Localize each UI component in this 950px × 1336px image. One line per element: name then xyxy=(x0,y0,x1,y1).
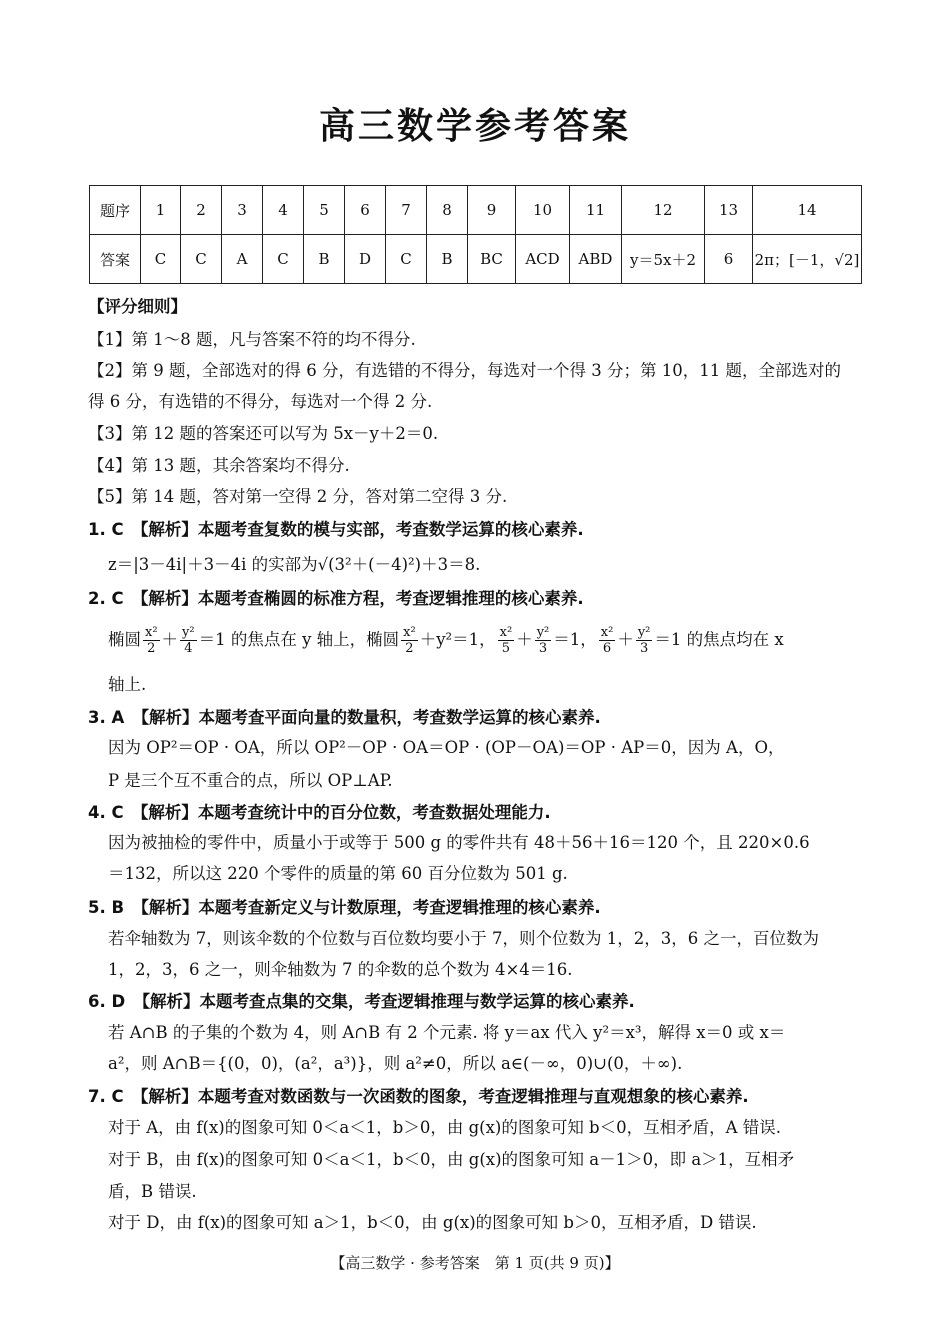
fraction xyxy=(599,625,616,656)
table-cell: 13 xyxy=(705,186,753,235)
q7-body-b: 对于 B，由 f(x)的图象可知 0＜a＜1，b＜0，由 g(x)的图象可知 a－1＞0，即 a＞1，互相矛 xyxy=(108,1150,795,1169)
rule-1: 【1】第 1～8 题，凡与答案不符的均不得分. xyxy=(88,330,416,349)
q6-body: 若 A∩B 的子集的个数为 4，则 A∩B 有 2 个元素. 将 y＝ax 代入 y²＝x³，解得 x＝0 或 x＝ xyxy=(108,1023,786,1042)
numerator: x² xyxy=(145,625,158,640)
denominator: 4 xyxy=(184,641,193,656)
q7-body-a: 对于 A，由 f(x)的图象可知 0＜a＜1，b＞0，由 g(x)的图象可知 b＜0，互相矛盾，A 错误. xyxy=(108,1118,782,1137)
table-cell: 1 xyxy=(141,186,181,235)
text: ＝1 的焦点均在 x xyxy=(654,630,784,649)
q5-body-cont: 1，2，3，6 之一，则伞轴数为 7 的伞数的总个数为 4×4＝16. xyxy=(108,960,573,979)
q4-body: 因为被抽检的零件中，质量小于或等于 500 g 的零件共有 48＋56＋16＝120 个，且 220×0.6 xyxy=(108,833,810,852)
numerator: y² xyxy=(182,625,195,640)
table-row xyxy=(90,235,862,284)
numerator: y² xyxy=(637,625,651,640)
fraction xyxy=(498,625,515,656)
table-cell: B xyxy=(304,235,345,284)
q5-body: 若伞轴数为 7，则该伞数的个位数与百位数均要小于 7，则个位数为 1，2，3，6 之一，百位数为 xyxy=(108,929,819,948)
denominator: 2 xyxy=(405,641,414,656)
denominator: 2 xyxy=(147,641,156,656)
table-row xyxy=(90,186,862,235)
table-cell: 6 xyxy=(705,235,753,284)
page-footer: 【高三数学 · 参考答案 第 1 页(共 9 页)】 xyxy=(330,1254,620,1272)
fraction xyxy=(535,625,552,656)
rule-5: 【5】第 14 题，答对第一空得 2 分，答对第二空得 3 分. xyxy=(88,487,508,506)
text: ＝1， xyxy=(553,630,597,649)
table-cell: 2 xyxy=(181,186,222,235)
fraction xyxy=(180,625,197,656)
q7-body-d: 对于 D，由 f(x)的图象可知 a＞1，b＜0，由 g(x)的图象可知 b＞0，互相矛盾，D 错误. xyxy=(108,1213,757,1232)
table-cell: 答案 xyxy=(90,235,141,284)
denominator: 3 xyxy=(538,641,548,656)
rule-4: 【4】第 13 题，其余答案均不得分. xyxy=(88,456,350,475)
table-cell: 5 xyxy=(304,186,345,235)
table-cell: C xyxy=(263,235,304,284)
table-cell: BC xyxy=(468,235,516,284)
q4-body-cont: ＝132，所以这 220 个零件的质量的第 60 百分位数为 501 g. xyxy=(108,864,568,883)
table-cell: A xyxy=(222,235,263,284)
numerator: x² xyxy=(600,625,614,640)
table-cell: 11 xyxy=(570,186,622,235)
fraction xyxy=(401,625,418,656)
q7-heading: 7. C 【解析】本题考查对数函数与一次函数的图象，考查逻辑推理与直观想象的核心素养. xyxy=(88,1087,749,1106)
q2-body: 椭圆 $\frac{\text{x²}}{2}$ ＋ $\frac{\text{y²}}{4}$ ＝1 的焦点在 y 轴上，椭圆 $\frac{\text{x²}}{2}$ ＋y²＝1， $\frac{\text{x²}}{5}$ ＋ $\frac{\text{y²}}{3}$ ＝1， $\frac{\text{x²}}{6}$ ＋ $\frac{\text{y²}}{3}$ ＝1 的焦点均在 x xyxy=(108,625,784,656)
q6-body-cont: a²，则 A∩B＝{(0，0)，(a²，a³)}，则 a²≠0，所以 a∈(－∞，0)∪(0，＋∞). xyxy=(108,1054,683,1073)
table-cell: ABD xyxy=(570,235,622,284)
table-cell: y＝5x＋2 xyxy=(622,235,705,284)
table-cell: C xyxy=(141,235,181,284)
table-cell: 10 xyxy=(516,186,570,235)
text: ＝1 的焦点在 y 轴上，椭圆 xyxy=(198,630,400,649)
q5-heading: 5. B 【解析】本题考查新定义与计数原理，考查逻辑推理的核心素养. xyxy=(88,898,601,917)
q6-heading: 6. D 【解析】本题考查点集的交集，考查逻辑推理与数学运算的核心素养. xyxy=(88,992,635,1011)
table-cell: 8 xyxy=(427,186,468,235)
numerator: x² xyxy=(499,625,513,640)
q4-heading: 4. C 【解析】本题考查统计中的百分位数，考查数据处理能力. xyxy=(88,803,551,822)
table-cell: 12 xyxy=(622,186,705,235)
q7-body-b-cont: 盾，B 错误. xyxy=(108,1182,197,1201)
table-cell: 14 xyxy=(753,186,862,235)
denominator: 5 xyxy=(501,641,511,656)
table-cell: C xyxy=(386,235,427,284)
q3-body: 因为 OP²＝OP · OA，所以 OP²－OP · OA＝OP · (OP－OA)＝OP · AP＝0，因为 A，O， xyxy=(108,738,785,757)
table-cell: 4 xyxy=(263,186,304,235)
fraction xyxy=(636,625,653,656)
rules-heading: 【评分细则】 xyxy=(88,297,187,316)
table-cell: ACD xyxy=(516,235,570,284)
q3-body-cont: P 是三个互不重合的点，所以 OP⊥AP. xyxy=(108,771,393,790)
table-cell: B xyxy=(427,235,468,284)
table-cell: 7 xyxy=(386,186,427,235)
text: ＋y²＝1， xyxy=(419,630,496,649)
q3-heading: 3. A 【解析】本题考查平面向量的数量积，考查数学运算的核心素养. xyxy=(88,708,601,727)
denominator: 6 xyxy=(602,641,612,656)
table-cell: 题序 xyxy=(90,186,141,235)
q2-body-cont: 轴上. xyxy=(108,675,147,694)
rule-3: 【3】第 12 题的答案还可以写为 5x－y＋2＝0. xyxy=(88,424,439,443)
denominator: 3 xyxy=(639,641,649,656)
page-title: 高三数学参考答案 xyxy=(318,106,631,147)
text: 椭圆 xyxy=(108,630,141,649)
table-cell: C xyxy=(181,235,222,284)
table-cell: 6 xyxy=(345,186,386,235)
numerator: x² xyxy=(403,625,416,640)
fraction xyxy=(143,625,160,656)
table-cell: 3 xyxy=(222,186,263,235)
table-cell: 2π；[－1，√2] xyxy=(753,235,862,284)
answer-table xyxy=(89,185,862,284)
table-cell: D xyxy=(345,235,386,284)
numerator: y² xyxy=(536,625,550,640)
q1-heading: 1. C 【解析】本题考查复数的模与实部，考查数学运算的核心素养. xyxy=(88,520,584,539)
rule-2: 【2】第 9 题，全部选对的得 6 分，有选错的不得分，每选对一个得 3 分；第 10，11 题，全部选对的 xyxy=(88,361,841,380)
q1-body: z＝|3－4i|＋3－4i 的实部为√(3²＋(－4)²)＋3＝8. xyxy=(108,555,481,574)
q2-heading: 2. C 【解析】本题考查椭圆的标准方程，考查逻辑推理的核心素养. xyxy=(88,589,584,608)
table-cell: 9 xyxy=(468,186,516,235)
rule-2-cont: 得 6 分，有选错的不得分，每选对一个得 2 分. xyxy=(88,392,433,411)
